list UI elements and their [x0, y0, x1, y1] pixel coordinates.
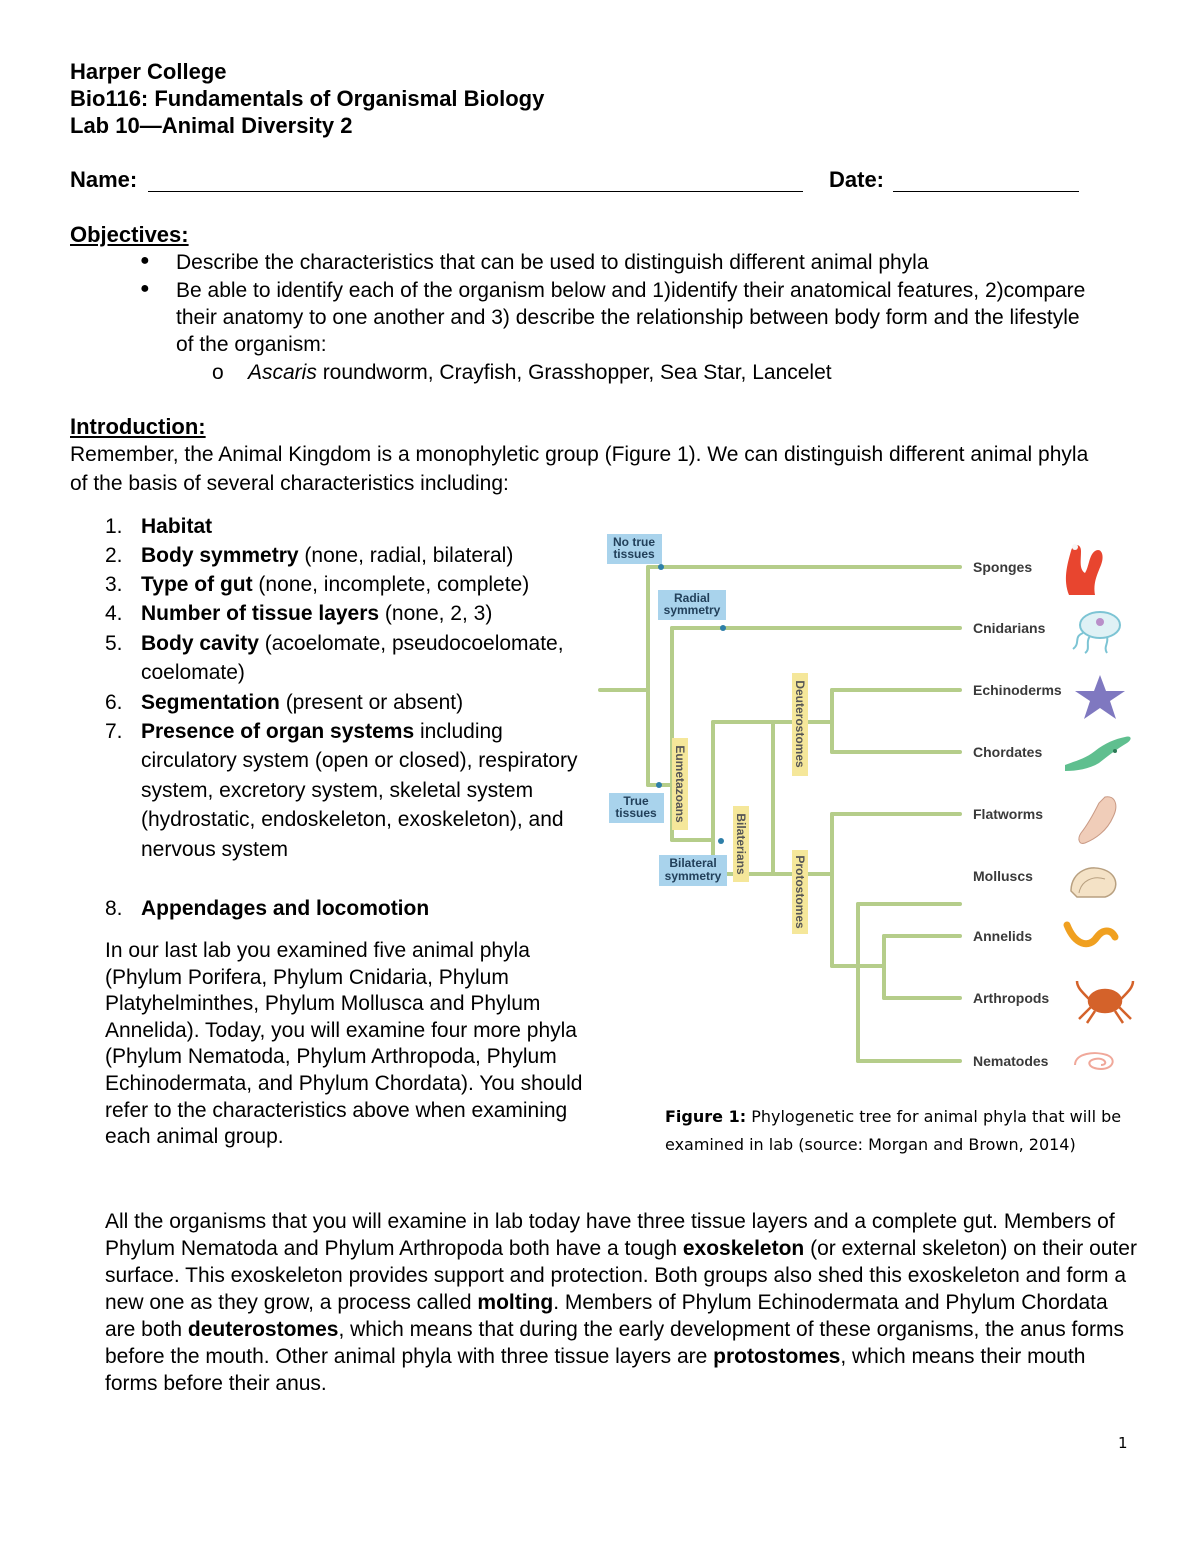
- objectives-heading: Objectives:: [70, 222, 189, 247]
- characteristic-name: Habitat: [141, 515, 213, 538]
- date-label: Date:: [829, 167, 885, 192]
- term-exoskeleton: exoskeleton: [682, 1237, 805, 1260]
- characteristic-name: Presence of organ systems: [141, 720, 415, 743]
- list-number: 7.: [105, 720, 123, 743]
- figure-caption-text: Phylogenetic tree for animal phyla that will be examined in lab (source: Morgan and Brown, 2014): [665, 1107, 1122, 1154]
- characteristic-item: [141, 570, 591, 599]
- eumetazoans-label: Eumetazoans: [673, 745, 687, 823]
- final-text-5: , which means their mouth forms before their anus.: [105, 1345, 1086, 1395]
- radial-symmetry-label-2: symmetry: [663, 603, 721, 617]
- college-name: Harper College: [70, 59, 227, 84]
- organism-list-rest: roundworm, Crayfish, Grasshopper, Sea Star, Lancelet: [316, 361, 832, 384]
- taxon-annelids: Annelids: [973, 928, 1033, 944]
- taxon-echinoderms: Echinoderms: [973, 682, 1062, 698]
- last-lab-paragraph: In our last lab you examined five animal phyla (Phylum Porifera, Phylum Cnidaria, Phylum Platyhelminthes, Phylum Mollusca and Phylum Annelida). Today, you will examine four more phyla (Phylum Nematoda, Phylum Arthropoda, Phylum Echinodermata, and Phylum Chordata). You should refer to the characteristics above when examining each animal group.: [105, 939, 583, 1149]
- list-number: 3.: [105, 573, 123, 596]
- characteristic-detail: (present or absent): [279, 691, 464, 714]
- crab-icon: [1077, 981, 1133, 1023]
- characteristic-detail: (none, 2, 3): [379, 602, 493, 625]
- page-number: 1: [1118, 1434, 1128, 1452]
- list-number: 1.: [105, 515, 123, 538]
- characteristic-detail: including circulatory system (open or closed), respiratory system, excretory system, skeletal system (hydrostatic, endoskeleton, exoskeleton), and nervous system: [141, 720, 578, 861]
- final-text-4: , which means that during the early development of these organisms, the anus forms before the mouth. Other animal phyla with three tissue layers are: [105, 1318, 1125, 1368]
- flatworm-icon: [1079, 797, 1116, 844]
- characteristic-name: Type of gut: [141, 573, 253, 596]
- taxon-flatworms: Flatworms: [973, 806, 1044, 822]
- term-molting: molting: [477, 1291, 554, 1314]
- bilaterians-label: Bilaterians: [734, 813, 748, 875]
- bullet-icon: ●: [140, 280, 150, 297]
- no-true-tissues-label-1: No true: [613, 535, 655, 549]
- mollusc-icon: [1071, 868, 1116, 897]
- term-protostomes: protostomes: [713, 1345, 841, 1368]
- taxon-arthropods: Arthropods: [973, 990, 1050, 1006]
- name-field[interactable]: [148, 191, 803, 192]
- taxon-sponges: Sponges: [973, 559, 1033, 575]
- final-text-1: All the organisms that you will examine in lab today have three tissue layers and a complete gut. Members of Phylum Nematoda and Phylum Arthropoda both have a tough: [105, 1210, 1115, 1260]
- phylogenetic-tree-figure: [595, 525, 1170, 1095]
- introduction-text: Remember, the Animal Kingdom is a monophyletic group (Figure 1). We can distinguish different animal phyla of the basis of several characteristics including:: [70, 443, 1089, 495]
- characteristic-detail: (acoelomate, pseudocoelomate, coelomate): [141, 632, 564, 685]
- taxon-nematodes: Nematodes: [973, 1053, 1049, 1069]
- objective-item: Describe the characteristics that can be used to distinguish different animal phyla: [176, 251, 929, 274]
- characteristic-detail: (none, incomplete, complete): [252, 573, 530, 596]
- characteristic-name: Segmentation: [141, 691, 280, 714]
- characteristic-name: Number of tissue layers: [141, 602, 380, 625]
- figure-caption-label: Figure 1:: [665, 1107, 747, 1126]
- characteristic-item: [141, 717, 591, 864]
- characteristic-detail: (none, radial, bilateral): [298, 544, 514, 567]
- characteristic-item: [141, 629, 591, 688]
- taxon-chordates: Chordates: [973, 744, 1043, 760]
- final-paragraph: [105, 1208, 1140, 1397]
- list-number: 5.: [105, 632, 123, 655]
- list-number: 4.: [105, 602, 123, 625]
- radial-symmetry-label-1: Radial: [673, 591, 711, 605]
- introduction-heading: Introduction:: [70, 414, 206, 439]
- characteristic-item: [141, 541, 591, 570]
- characteristic-item: [141, 512, 591, 541]
- taxon-cnidarians: Cnidarians: [973, 620, 1046, 636]
- date-field[interactable]: [893, 191, 1079, 192]
- final-text-3: . Members of Phylum Echinodermata and Phylum Chordata are both: [105, 1291, 1108, 1341]
- lab-title: Lab 10—Animal Diversity 2: [70, 113, 353, 138]
- protostomes-label: Protostomes: [793, 855, 807, 929]
- name-label: Name:: [70, 167, 138, 192]
- lizard-icon: [1065, 736, 1131, 771]
- jellyfish-icon: [1073, 612, 1120, 653]
- course-title: Bio116: Fundamentals of Organismal Biology: [70, 86, 545, 111]
- deuterostomes-label: Deuterostomes: [793, 680, 807, 768]
- ascaris-name: Ascaris: [248, 361, 317, 384]
- characteristic-item: [141, 599, 591, 628]
- list-number: 2.: [105, 544, 123, 567]
- sponge-icon: [1066, 544, 1103, 595]
- bilateral-symmetry-label-1: Bilateral: [669, 856, 717, 870]
- final-text-2: (or external skeleton) on their outer surface. This exoskeleton provides support and protection. Both groups also shed this exoskeleton and form a new one as they grow, a process called: [105, 1237, 1137, 1314]
- characteristic-name: Body symmetry: [141, 544, 299, 567]
- bilateral-symmetry-label-2: symmetry: [664, 869, 722, 883]
- organism-list: [248, 359, 832, 386]
- characteristic-name: Body cavity: [141, 632, 259, 655]
- objective-item: Be able to identify each of the organism below and 1)identify their anatomical features, 2)compare their anatomy to one another and 3) describe the relationship between body form and the lifestyle of the organism:: [176, 279, 1086, 356]
- no-true-tissues-label-2: tissues: [613, 547, 655, 561]
- true-tissues-label-2: tissues: [615, 806, 657, 820]
- true-tissues-label-1: True: [623, 794, 649, 808]
- figure-caption: [665, 1103, 1155, 1159]
- characteristic-item: [141, 688, 591, 717]
- nematode-icon: [1075, 1053, 1113, 1069]
- characteristic-name: Appendages and locomotion: [141, 897, 430, 920]
- taxon-molluscs: Molluscs: [973, 868, 1033, 884]
- term-deuterostomes: deuterostomes: [187, 1318, 339, 1341]
- list-number: 6.: [105, 691, 123, 714]
- list-number: 8.: [105, 897, 123, 920]
- starfish-icon: [1075, 675, 1125, 719]
- characteristic-item: [141, 894, 591, 923]
- annelid-icon: [1067, 925, 1115, 944]
- bullet-icon: ●: [140, 252, 150, 269]
- sub-bullet-marker: o: [212, 361, 224, 384]
